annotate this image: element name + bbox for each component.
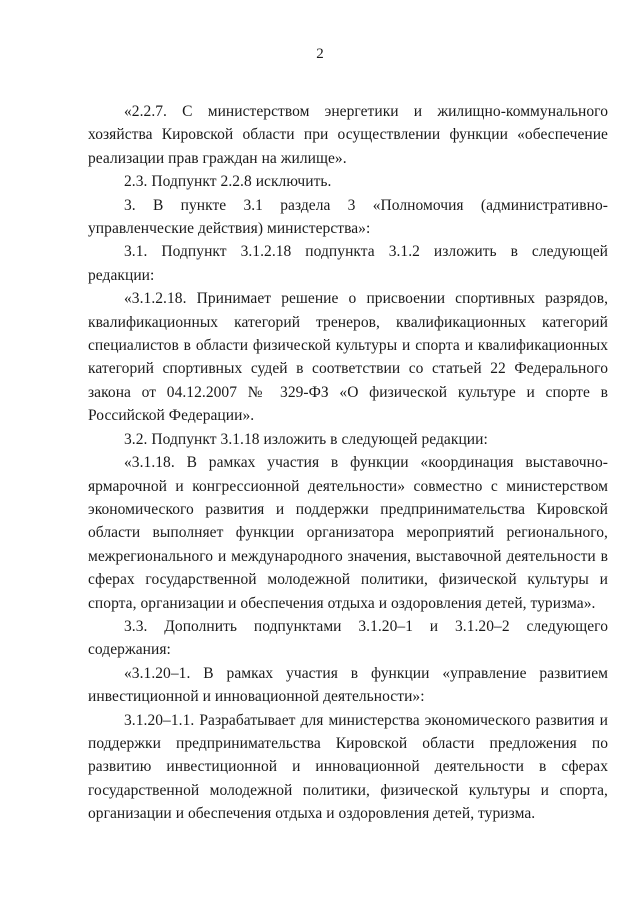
paragraph-3-3: 3.3. Дополнить подпунктами 3.1.20–1 и 3.1.20–2 следующего содержания: [88, 617, 608, 659]
paragraph-3: 3. В пункте 3.1 раздела 3 «Полномочия (административно-управленческие действия) министерства»: [88, 196, 608, 238]
paragraph-2-3: 2.3. Подпункт 2.2.8 исключить. [124, 173, 332, 191]
paragraph-3-1: 3.1. Подпункт 3.1.2.18 подпункта 3.1.2 изложить в следующей редакции: [88, 243, 608, 284]
paragraph-3-1-20-1: «3.1.20–1. В рамках участия в функции «управление развитием инвестиционной и инновационной деятельности»: [88, 664, 608, 706]
paragraph-3-1-18: «3.1.18. В рамках участия в функции «координация выставочно-ярмарочной и конгрессионной деятельности» совместно с министерством экономического развития и поддержки предпринимательства Кировской области выполняет функции организатора мероприятий регионального, межрегионального и международного значения, выставочной деятельности в сферах государственной молодежной политики, физической культуры и спорта, организации и обеспечения отдыха и оздоровления детей, туризма». [88, 454, 608, 612]
document-body [88, 100, 608, 826]
paragraph-3-1-2-18: «3.1.2.18. Принимает решение о присвоении спортивных разрядов, квалификационных категорий тренеров, квалификационных категорий специалистов в области физической культуры и спорта и квалификационных категорий спортивных судей в соответствии со статьей 22 Федерального закона от 04.12.2007 № 329-ФЗ «О физической культуре и спорте в Российской Федерации». [88, 290, 608, 425]
page-number: 2 [316, 46, 324, 62]
paragraph-3-1-20-1-1: 3.1.20–1.1. Разрабатывает для министерства экономического развития и поддержки предпринимательства Кировской области предложения по развитию инвестиционной и инновационной деятельности в сферах государственной молодежной политики, физической культуры и спорта, организации и обеспечения отдыха и оздоровления детей, туризма. [88, 711, 608, 823]
paragraph-2-2-7: «2.2.7. С министерством энергетики и жилищно-коммунального хозяйства Кировской области при осуществлении функции «обеспечение реализации прав граждан на жилище». [88, 103, 608, 167]
paragraph-3-2: 3.2. Подпункт 3.1.18 изложить в следующей редакции: [124, 430, 488, 448]
